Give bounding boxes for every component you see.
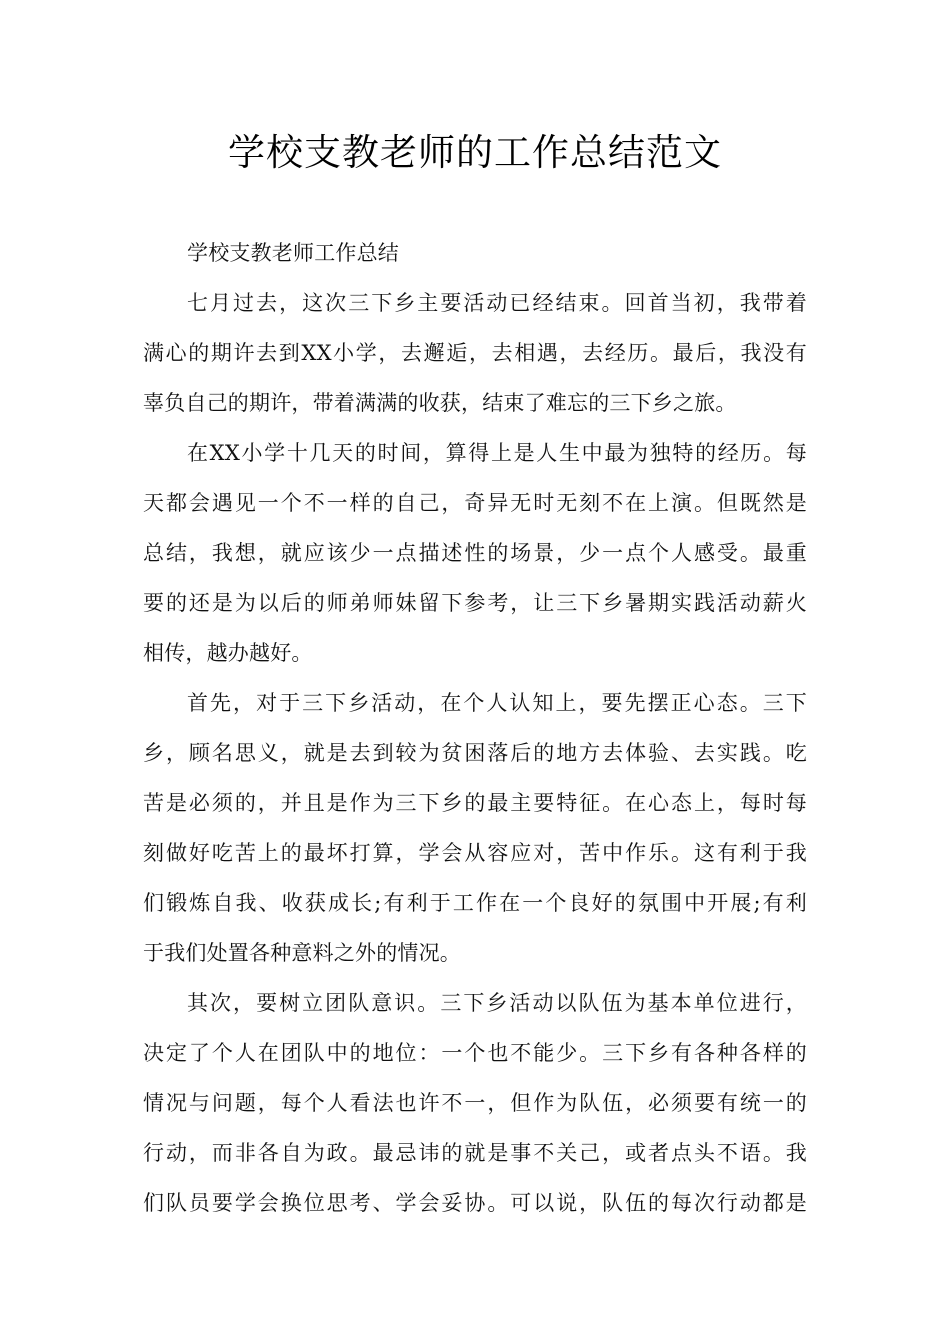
paragraph-line: 情况与问题，每个人看法也许不一，但作为队伍，必须要有统一的 [143,1091,807,1115]
paragraph-4 [143,978,807,1228]
paragraph-1 [143,278,807,428]
paragraph-line: 乡，顾名思义，就是去到较为贫困落后的地方去体验、去实践。吃 [143,741,807,765]
paragraph-line: 满心的期许去到XX小学，去邂逅，去相遇，去经历。最后，我没有 [143,341,807,365]
paragraph-line: 于我们处置各种意料之外的情况。 [143,941,461,965]
document-body [143,228,807,1228]
paragraph-line: 七月过去，这次三下乡主要活动已经结束。回首当初，我带着 [187,291,807,315]
paragraph-line: 们队员要学会换位思考、学会妥协。可以说，队伍的每次行动都是 [143,1191,807,1215]
paragraph-line: 要的还是为以后的师弟师妹留下参考，让三下乡暑期实践活动薪火 [143,591,807,615]
paragraph-line: 天都会遇见一个不一样的自己，奇异无时无刻不在上演。但既然是 [143,491,807,515]
paragraph-line: 总结，我想，就应该少一点描述性的场景，少一点个人感受。最重 [143,541,807,565]
document-title: 学校支教老师的工作总结范文 [228,131,722,174]
paragraph-line: 相传，越办越好。 [143,641,313,665]
paragraph-2 [143,428,807,678]
paragraph-line: 决定了个人在团队中的地位：一个也不能少。三下乡有各种各样的 [143,1041,807,1065]
paragraph-line: 在XX小学十几天的时间，算得上是人生中最为独特的经历。每 [187,441,807,465]
paragraph-line: 行动，而非各自为政。最忌讳的就是事不关己，或者点头不语。我 [143,1141,807,1165]
document-subtitle: 学校支教老师工作总结 [187,241,399,265]
paragraph-3 [143,678,807,978]
paragraph-line: 首先，对于三下乡活动，在个人认知上，要先摆正心态。三下 [187,691,807,715]
paragraph-line: 其次，要树立团队意识。三下乡活动以队伍为基本单位进行， [187,991,807,1015]
paragraph-line: 们锻炼自我、收获成长;有利于工作在一个良好的氛围中开展;有利 [143,891,807,915]
paragraph-line: 刻做好吃苦上的最坏打算，学会从容应对，苦中作乐。这有利于我 [143,841,807,865]
paragraph-line: 辜负自己的期许，带着满满的收获，结束了难忘的三下乡之旅。 [143,391,737,415]
paragraph-line: 苦是必须的，并且是作为三下乡的最主要特征。在心态上，每时每 [143,791,807,815]
